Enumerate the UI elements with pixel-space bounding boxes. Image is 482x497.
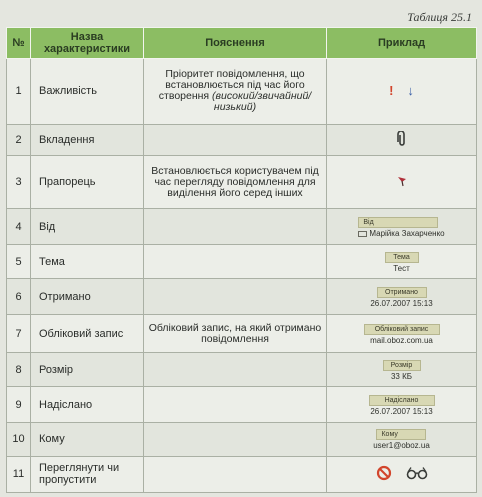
row-desc-italic: (високий/звичайний/низький): [212, 90, 312, 114]
row-name: Кому: [31, 423, 144, 457]
row-name: Важливість: [31, 59, 144, 125]
example-column-header: Кому: [376, 429, 426, 440]
example-value: Тест: [393, 263, 410, 273]
table-row: [7, 353, 477, 387]
table-row: [7, 456, 477, 492]
row-name: Переглянути чи пропустити: [31, 456, 144, 492]
row-desc-text: Пріоритет повідомлення, що встановлюється під час його створення: [158, 68, 305, 103]
row-desc: [144, 245, 327, 279]
row-example: [327, 156, 477, 209]
header-desc: Пояснення: [144, 28, 327, 59]
example-column-header: Розмір: [383, 360, 421, 371]
row-desc: [144, 59, 327, 125]
row-example: [327, 315, 477, 353]
row-desc: Встановлюється користувачем під час перегляду повідомлення для виділення його серед інших: [144, 156, 327, 209]
row-desc: [144, 387, 327, 423]
row-name: Отримано: [31, 279, 144, 315]
row-num: 3: [7, 156, 31, 209]
row-desc: [144, 124, 327, 156]
row-num: 8: [7, 353, 31, 387]
table-row: [7, 59, 477, 125]
row-desc: [144, 209, 327, 245]
example-value: 26.07.2007 15:13: [370, 406, 433, 416]
exclamation-icon: !: [389, 82, 394, 98]
example-column-header: Від: [358, 217, 438, 228]
row-num: 7: [7, 315, 31, 353]
table-row: [7, 209, 477, 245]
row-num: 10: [7, 423, 31, 457]
row-example: [327, 353, 477, 387]
row-num: 2: [7, 124, 31, 156]
row-name: Обліковий запис: [31, 315, 144, 353]
example-value: user1@oboz.ua: [373, 441, 430, 451]
row-name: Вкладення: [31, 124, 144, 156]
envelope-icon: [358, 231, 367, 237]
row-example: [327, 456, 477, 492]
example-column-header: Надіслано: [369, 395, 435, 406]
row-num: 5: [7, 245, 31, 279]
example-value: mail.oboz.com.ua: [370, 335, 433, 345]
characteristics-table: [6, 27, 477, 493]
table-row: [7, 245, 477, 279]
row-name: Прапорець: [31, 156, 144, 209]
example-column-header: Обліковий запис: [364, 324, 440, 335]
table-row: [7, 156, 477, 209]
example-column-header: Отримано: [377, 287, 427, 298]
row-desc: [144, 279, 327, 315]
table-row: [7, 124, 477, 156]
row-name: Надіслано: [31, 387, 144, 423]
row-name: Тема: [31, 245, 144, 279]
table-row: [7, 387, 477, 423]
table-caption: Таблиця 25.1: [407, 10, 472, 24]
row-example: [327, 279, 477, 315]
row-num: 1: [7, 59, 31, 125]
no-entry-icon: [376, 465, 392, 481]
row-desc: [144, 423, 327, 457]
row-num: 4: [7, 209, 31, 245]
table-row: [7, 279, 477, 315]
row-num: 6: [7, 279, 31, 315]
row-num: 11: [7, 456, 31, 492]
row-name: Розмір: [31, 353, 144, 387]
table-row: [7, 423, 477, 457]
row-desc: Обліковий запис, на який отримано повідомлення: [144, 315, 327, 353]
header-example: Приклад: [327, 28, 477, 59]
row-example: [327, 124, 477, 156]
example-value: 33 КБ: [390, 371, 413, 381]
row-example: [327, 59, 477, 125]
header-num: №: [7, 28, 31, 59]
glasses-icon: [406, 466, 428, 480]
table-row: [7, 315, 477, 353]
example-value: 26.07.2007 15:13: [370, 298, 433, 308]
example-value: Марійка Захарченко: [358, 228, 444, 239]
row-example: [327, 245, 477, 279]
row-name: Від: [31, 209, 144, 245]
paperclip-icon: [397, 131, 407, 147]
row-num: 9: [7, 387, 31, 423]
row-example: [327, 423, 477, 457]
row-desc: [144, 456, 327, 492]
row-example: [327, 209, 477, 245]
header-name: Назва характеристики: [31, 28, 144, 59]
example-column-header: Тема: [385, 252, 419, 263]
arrow-down-icon: ↓: [407, 82, 414, 98]
flag-icon: [396, 175, 408, 187]
table-header-row: [7, 28, 477, 59]
row-desc: [144, 353, 327, 387]
row-example: [327, 387, 477, 423]
